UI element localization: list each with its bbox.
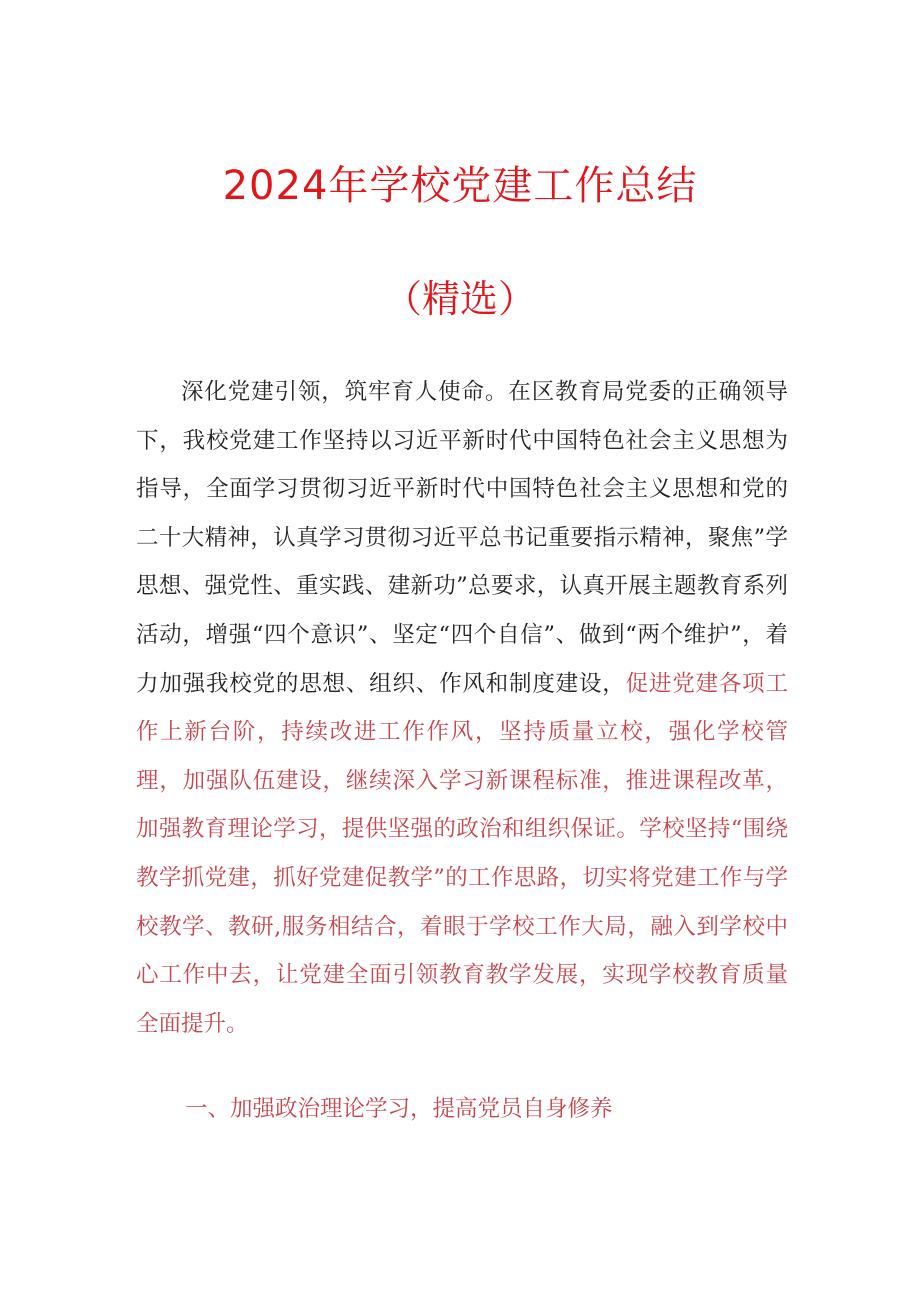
intro-text-highlight: 促进党建各项工作上新台阶，持续改进工作作风，坚持质量立校，强化学校管理，加强队伍建设，继续深入学习新课程标准，推进课程改革，加强教育理论学习，提供坚强的政治和组织保证。学校坚持“围绕教学抓党建，抓好党建促教学”的工作思路，切实将党建工作与学校教学、教研,服务相结合，着眼于学校工作大局，融入到学校中心工作中去，让党建全面引领教育教学发展，实现学校教育质量全面提升。 xyxy=(136,670,788,1037)
section-heading-1: 一、加强政治理论学习，提高党员自身修养 xyxy=(185,1096,613,1122)
document-subtitle: （精选） xyxy=(383,277,536,321)
intro-text-dark: 深化党建引领，筑牢育人使命。在区教育局党委的正确领导下，我校党建工作坚持以习近平新时代中国特色社会主义思想为指导，全面学习贯彻习近平新时代中国特色社会主义思想和党的二十大精神，认真学习贯彻习近平总书记重要指示精神，聚焦”学思想、强党性、重实践、建新功”总要求，认真开展主题教育系列活动，增强“四个意识”、坚定“四个自信”、做到“两个维护”，着力加强我校党的思想、组织、作风和制度建设， xyxy=(136,379,788,697)
document-title: 2024年学校党建工作总结 xyxy=(222,163,698,209)
intro-paragraph xyxy=(136,368,788,1048)
